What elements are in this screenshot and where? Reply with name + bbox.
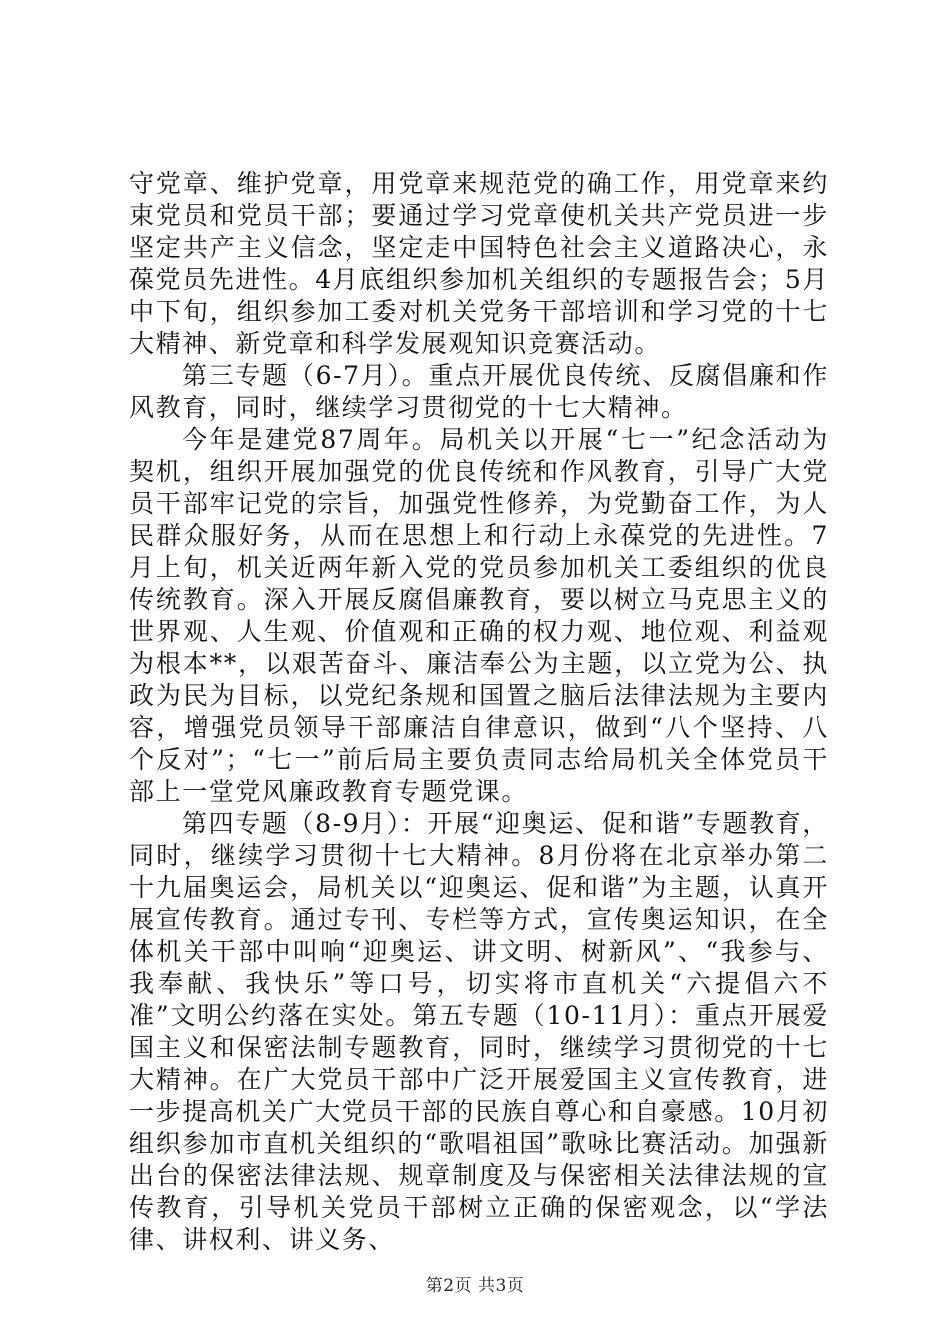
paragraph-2: 第三专题（6-7月）。重点开展优良传统、反腐倡廉和作风教育，同时，继续学习贯彻党的十七大精神。 (129, 361, 829, 422)
paragraph-3: 今年是建党87周年。局机关以开展“七一”纪念活动为契机，组织开展加强党的优良传统和作风教育，引导广大党员干部牢记党的宗旨，加强党性修养，为党勤奋工作，为人民群众服好务，从而在思想上和行动上永葆党的先进性。7月上旬，机关近两年新入党的党员参加机关工委组织的优良传统教育。深入开展反腐倡廉教育，要以树立马克思主义的世界观、人生观、价值观和正确的权力观、地位观、利益观为根本**，以艰苦奋斗、廉洁奉公为主题，以立党为公、执政为民为目标，以党纪条规和国置之脑后法律法规为主要内容，增强党员领导干部廉洁自律意识，做到“八个坚持、八个反对”；“七一”前后局主要负责同志给局机关全体党员干部上一堂党风廉政教育专题党课。 (129, 425, 829, 806)
page-footer: 第2页 共3页 (425, 1276, 525, 1296)
paragraph-1: 守党章、维护党章，用党章来规范党的确工作，用党章来约束党员和党员干部；要通过学习党章使机关共产党员进一步坚定共产主义信念，坚定走中国特色社会主义道路决心，永葆党员先进性。4月底组织参加机关组织的专题报告会；5月中下旬，组织参加工委对机关党务干部培训和学习党的十七大精神、新党章和科学发展观知识竞赛活动。 (129, 169, 830, 358)
document-body (129, 168, 829, 1256)
paragraph-4: 第四专题（8-9月）：开展“迎奥运、促和谐”专题教育，同时，继续学习贯彻十七大精神。8月份将在北京举办第二十九届奥运会，局机关以“迎奥运、促和谐”为主题，认真开展宣传教育。通过专刊、专栏等方式，宣传奥运知识，在全体机关干部中叫响“迎奥运、讲文明、树新风”、“我参与、我奉献、我快乐”等口号，切实将市直机关“六提倡六不准”文明公约落在实处。第五专题（10-11月）：重点开展爱国主义和保密法制专题教育，同时，继续学习贯彻党的十七大精神。在广大党员干部中广泛开展爱国主义宣传教育，进一步提高机关广大党员干部的民族自尊心和自豪感。10月初组织参加市直机关组织的“歌唱祖国”歌咏比赛活动。加强新出台的保密法律法规、规章制度及与保密相关法律法规的宣传教育，引导机关党员干部树立正确的保密观念，以“学法律、讲权利、讲义务、 (129, 809, 830, 1254)
